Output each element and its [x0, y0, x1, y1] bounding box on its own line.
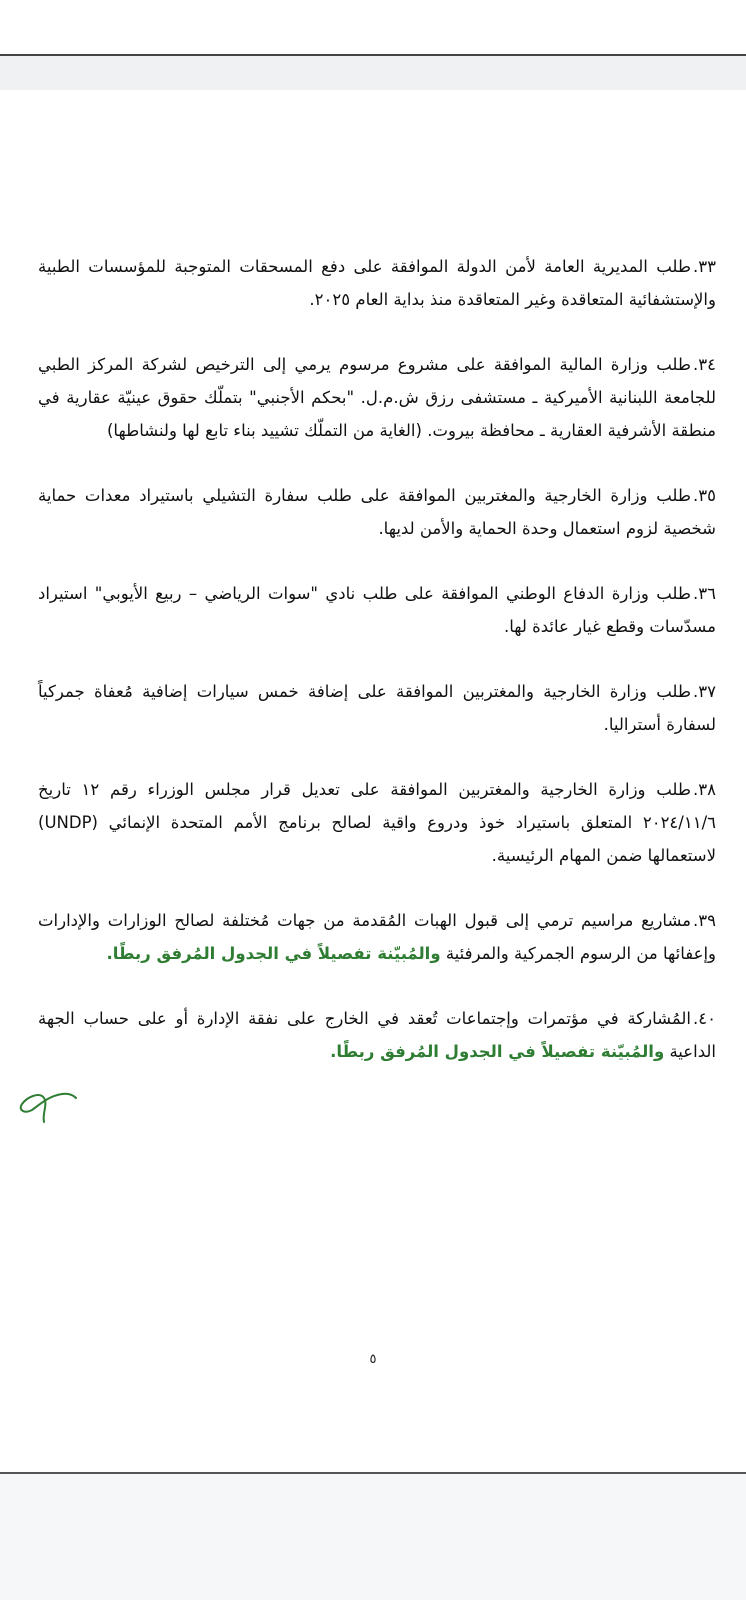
agenda-item-37 — [38, 675, 716, 741]
item-number: ٣٤. — [693, 355, 716, 374]
page-number: ٥ — [369, 1352, 377, 1367]
viewer-top-shadow — [0, 56, 746, 90]
item-number: ٣٧. — [693, 682, 716, 701]
item-number: ٣٣. — [693, 257, 716, 276]
agenda-item-34 — [38, 348, 716, 447]
item-text: طلب وزارة الخارجية والمغتربين الموافقة على إضافة خمس سيارات إضافية مُعفاة جمركياً لسفارة أستراليا. — [38, 682, 716, 734]
item-text: طلب المديرية العامة لأمن الدولة الموافقة على دفع المسحقات المتوجبة للمؤسسات الطبية والإستشفائية المتعاقدة وغير المتعاقدة منذ بداية العام ٢٠٢٥. — [38, 257, 716, 309]
item-number: ٤٠. — [693, 1009, 716, 1028]
item-number: ٣٦. — [693, 584, 716, 603]
agenda-item-39 — [38, 904, 716, 970]
viewer-top-band — [0, 0, 746, 54]
agenda-item-35 — [38, 479, 716, 545]
item-number: ٣٥. — [693, 486, 716, 505]
agenda-item-33 — [38, 250, 716, 316]
item-number: ٣٨. — [693, 780, 717, 799]
item-text: طلب وزارة المالية الموافقة على مشروع مرسوم يرمي إلى الترخيص لشركة المركز الطبي للجامعة اللبنانية الأميركية ـ مستشفى رزق ش.م.ل. "بحكم الأجنبي" بتملّك حقوق عينيّة عقارية في منطقة الأشرفية العقارية ـ محافظة بيروت. (الغاية من التملّك تشييد بناء تابع لها ولنشاطها) — [38, 355, 716, 440]
item-text: طلب وزارة الخارجية والمغتربين الموافقة على تعديل قرار مجلس الوزراء رقم ١٢ تاريخ ٢٠٢٤/١١/٦ المتعلق باستيراد خوذ ودروع واقية لصالح برنامج الأمم المتحدة الإنمائي (UNDP) لاستعمالها ضمن المهام الرئيسية. — [38, 780, 716, 865]
viewer-bottom-band — [0, 1474, 746, 1600]
handwritten-signature — [14, 1084, 84, 1134]
agenda-item-36 — [38, 577, 716, 643]
item-highlight: والمُبيّنة تفصيلاً في الجدول المُرفق ربطًا. — [106, 944, 441, 963]
item-number: ٣٩. — [693, 911, 716, 930]
item-text: طلب وزارة الخارجية والمغتربين الموافقة على طلب سفارة التشيلي باستيراد معدات حماية شخصية لزوم استعمال وحدة الحماية والأمن لديها. — [38, 486, 716, 538]
item-text: مشاريع مراسيم ترمي إلى قبول الهبات المُقدمة من جهات مُختلفة لصالح الوزارات والإدارات وإعفائها من الرسوم الجمركية والمرفئية — [38, 911, 716, 963]
agenda-item-40 — [38, 1002, 716, 1068]
agenda-item-38 — [38, 773, 716, 872]
item-highlight: والمُبيّنة تفصيلاً في الجدول المُرفق ربطًا. — [330, 1042, 665, 1061]
item-text: طلب وزارة الدفاع الوطني الموافقة على طلب نادي "سوات الرياضي – ربيع الأيوبي" استيراد مسدّسات وقطع غيار عائدة لها. — [38, 584, 716, 636]
item-text: المُشاركة في مؤتمرات وإجتماعات تُعقد في الخارج على نفقة الإدارة أو على حساب الجهة الداعية — [38, 1009, 716, 1061]
agenda-items — [38, 250, 716, 1100]
